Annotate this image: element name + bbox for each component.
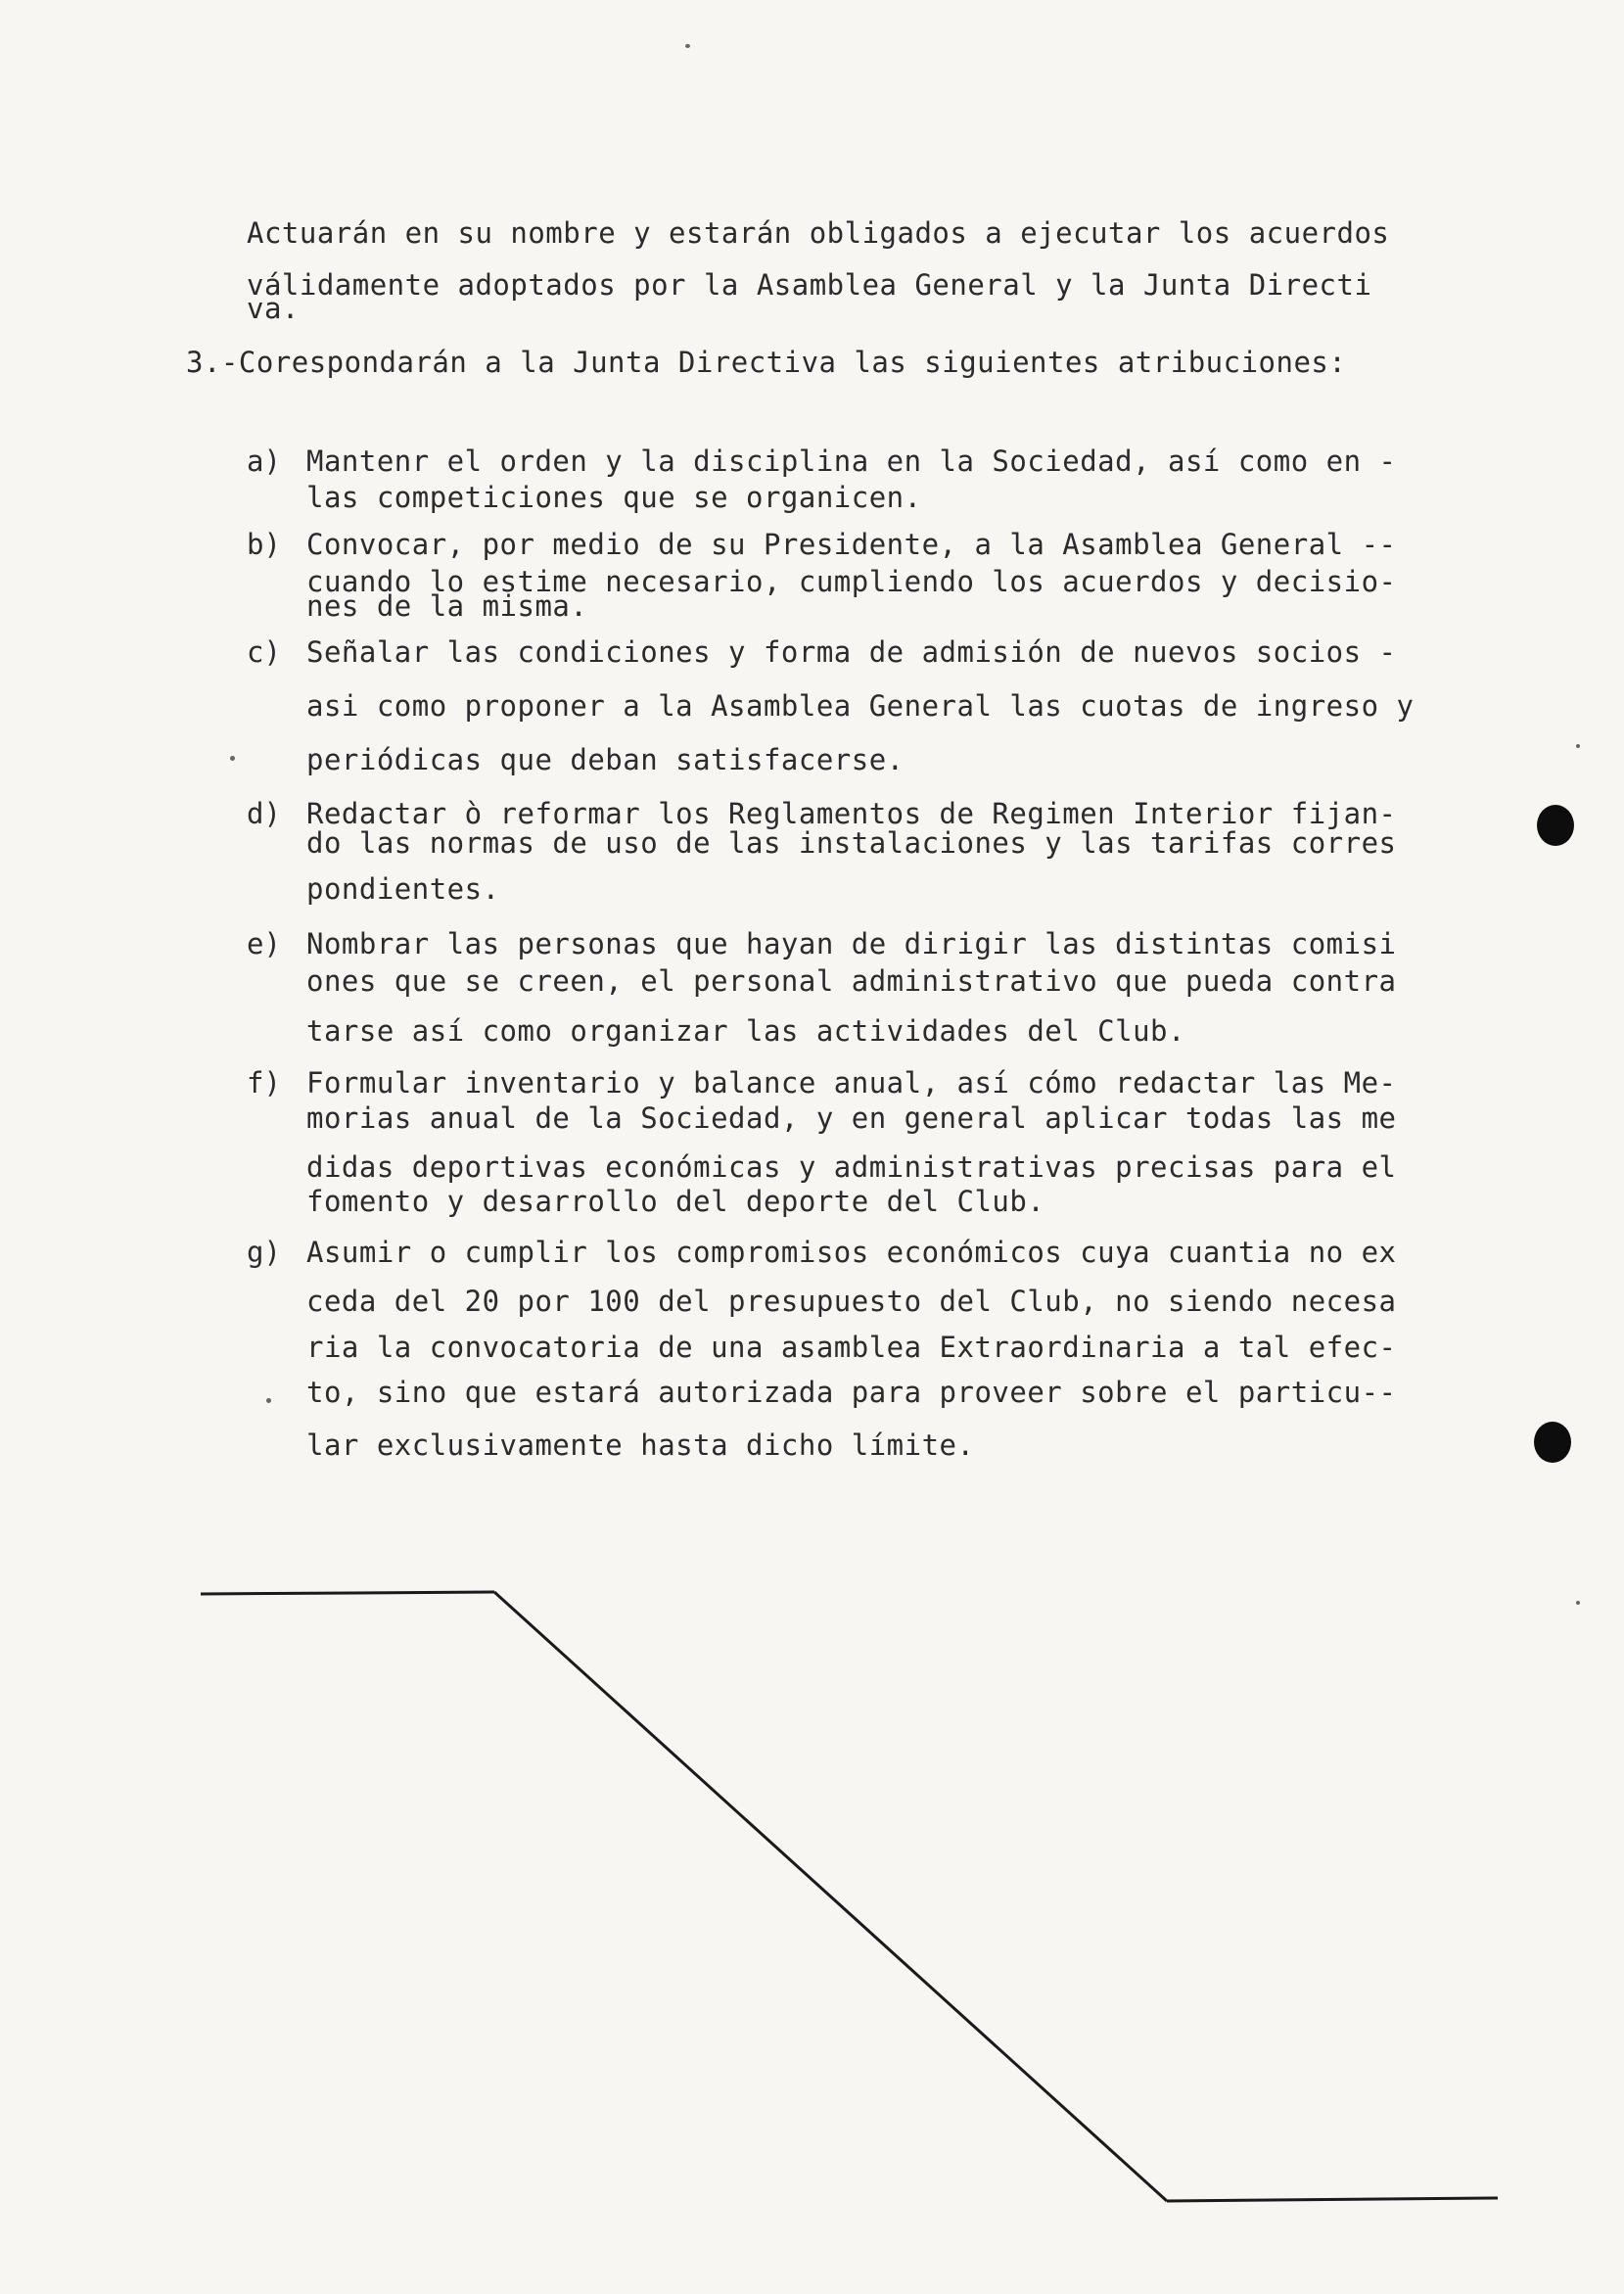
- item-e-line-1: Nombrar las personas que hayan de dirigir las distintas comisi: [306, 927, 1397, 960]
- item-g-line-2: ceda del 20 por 100 del presupuesto del Club, no siendo necesa: [306, 1285, 1397, 1318]
- item-b-line-1: Convocar, por medio de su Presidente, a la Asamblea General --: [306, 528, 1397, 561]
- item-b-line-2: cuando lo estime necesario, cumpliendo los acuerdos y decisio-: [306, 565, 1397, 598]
- intro-line-2: válidamente adoptados por la Asamblea General y la Junta Directi: [247, 268, 1372, 302]
- section-3-heading: 3.-Corespondarán a la Junta Directiva las siguientes atribuciones:: [186, 346, 1347, 379]
- item-g-line-3: ria la convocatoria de una asamblea Extraordinaria a tal efec-: [306, 1331, 1397, 1364]
- item-e-line-3: tarse así como organizar las actividades del Club.: [306, 1014, 1185, 1048]
- item-d-label: d): [247, 797, 281, 830]
- item-g-line-1: Asumir o cumplir los compromisos económicos cuya cuantia no ex: [306, 1236, 1397, 1269]
- item-f-line-2: morias anual de la Sociedad, y en general aplicar todas las me: [306, 1101, 1397, 1135]
- item-e-label: e): [247, 927, 281, 960]
- item-f-line-1: Formular inventario y balance anual, así cómo redactar las Me-: [306, 1066, 1397, 1100]
- item-g-line-4: to, sino que estará autorizada para proveer sobre el particu--: [306, 1376, 1397, 1409]
- item-d-line-1: Redactar ò reformar los Reglamentos de Regimen Interior fijan-: [306, 797, 1397, 830]
- item-b-line-3: nes de la misma.: [306, 589, 588, 623]
- item-f-label: f): [247, 1066, 281, 1100]
- item-d-line-3: pondientes.: [306, 872, 500, 906]
- item-c-line-1: Señalar las condiciones y forma de admisión de nuevos socios -: [306, 635, 1397, 669]
- intro-line-1: Actuarán en su nombre y estarán obligados a ejecutar los acuerdos: [247, 216, 1390, 250]
- item-c-line-2: asi como proponer a la Asamblea General las cuotas de ingreso y: [306, 689, 1415, 723]
- item-f-line-4: fomento y desarrollo del deporte del Club.: [306, 1185, 1045, 1218]
- item-g-line-5: lar exclusivamente hasta dicho límite.: [306, 1428, 975, 1462]
- item-f-line-3: didas deportivas económicas y administrativas precisas para el: [306, 1150, 1397, 1184]
- item-g-label: g): [247, 1236, 281, 1269]
- item-d-line-2: do las normas de uso de las instalaciones y las tarifas corres: [306, 826, 1397, 860]
- item-a-label: a): [247, 445, 281, 478]
- item-e-line-2: ones que se creen, el personal administrativo que pueda contra: [306, 964, 1397, 998]
- item-a-line-1: Mantenr el orden y la disciplina en la Sociedad, así como en -: [306, 445, 1397, 478]
- intro-line-3: va.: [247, 292, 300, 325]
- item-c-label: c): [247, 635, 281, 669]
- item-a-line-2: las competiciones que se organicen.: [306, 481, 922, 514]
- item-c-line-3: periódicas que deban satisfacerse.: [306, 743, 905, 776]
- item-b-label: b): [247, 528, 281, 561]
